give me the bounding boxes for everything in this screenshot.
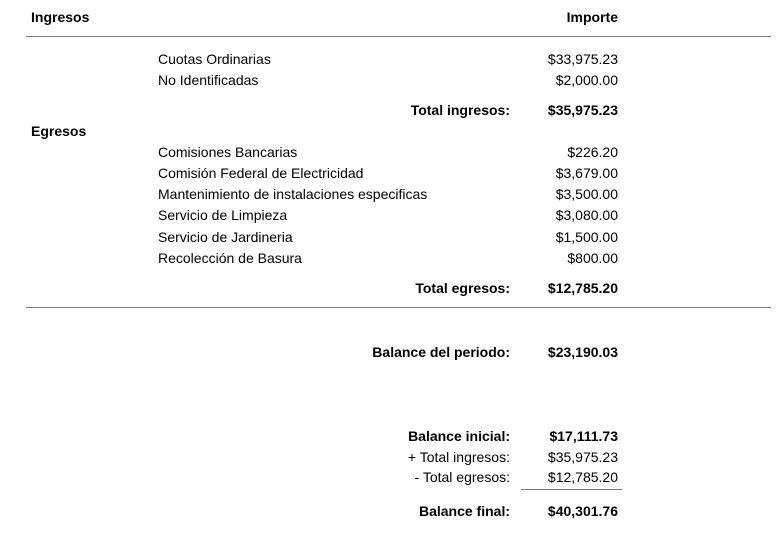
minus-total-egresos-label: - Total egresos:	[414, 469, 510, 485]
egreso-item-label: Comisión Federal de Electricidad	[158, 165, 364, 181]
egreso-item-label: Comisiones Bancarias	[158, 144, 298, 160]
header-divider	[26, 36, 771, 37]
header-ingresos-label: Ingresos	[31, 9, 90, 25]
egreso-item-label: Mantenimiento de instalaciones especificas	[158, 186, 428, 202]
egresos-section-label: Egresos	[31, 123, 87, 139]
ingreso-item-amount: $2,000.00	[555, 72, 618, 88]
egreso-item-amount: $226.20	[567, 144, 618, 160]
plus-total-ingresos-amount: $35,975.23	[547, 449, 618, 465]
egreso-item-amount: $3,500.00	[555, 186, 618, 202]
total-ingresos-amount: $35,975.23	[547, 102, 618, 118]
plus-total-ingresos-label: + Total ingresos:	[407, 449, 510, 465]
ingreso-item-label: Cuotas Ordinarias	[158, 51, 271, 67]
egreso-item-amount: $800.00	[567, 250, 618, 266]
egreso-item-amount: $1,500.00	[555, 229, 618, 245]
balance-inicial-label: Balance inicial:	[408, 428, 510, 444]
balance-final-label: Balance final:	[418, 503, 510, 519]
ingreso-item-amount: $33,975.23	[547, 51, 618, 67]
minus-total-egresos-amount: $12,785.20	[547, 469, 618, 485]
total-egresos-label: Total egresos:	[415, 280, 510, 296]
balance-periodo-amount: $23,190.03	[547, 344, 618, 360]
total-egresos-amount: $12,785.20	[547, 280, 618, 296]
egreso-item-amount: $3,679.00	[555, 165, 618, 181]
total-ingresos-label: Total ingresos:	[410, 102, 510, 118]
egreso-item-label: Servicio de Limpieza	[158, 207, 288, 223]
egreso-item-amount: $3,080.00	[555, 207, 618, 223]
ingreso-item-label: No Identificadas	[158, 72, 259, 88]
egreso-item-label: Recolección de Basura	[158, 250, 302, 266]
balance-final-amount: $40,301.76	[547, 503, 618, 519]
egreso-item-label: Servicio de Jardineria	[158, 229, 293, 245]
summary-divider	[521, 489, 622, 490]
balance-periodo-label: Balance del periodo:	[372, 344, 510, 360]
egresos-divider	[26, 307, 771, 308]
header-importe-label: Importe	[566, 9, 618, 25]
balance-inicial-amount: $17,111.73	[549, 428, 618, 444]
